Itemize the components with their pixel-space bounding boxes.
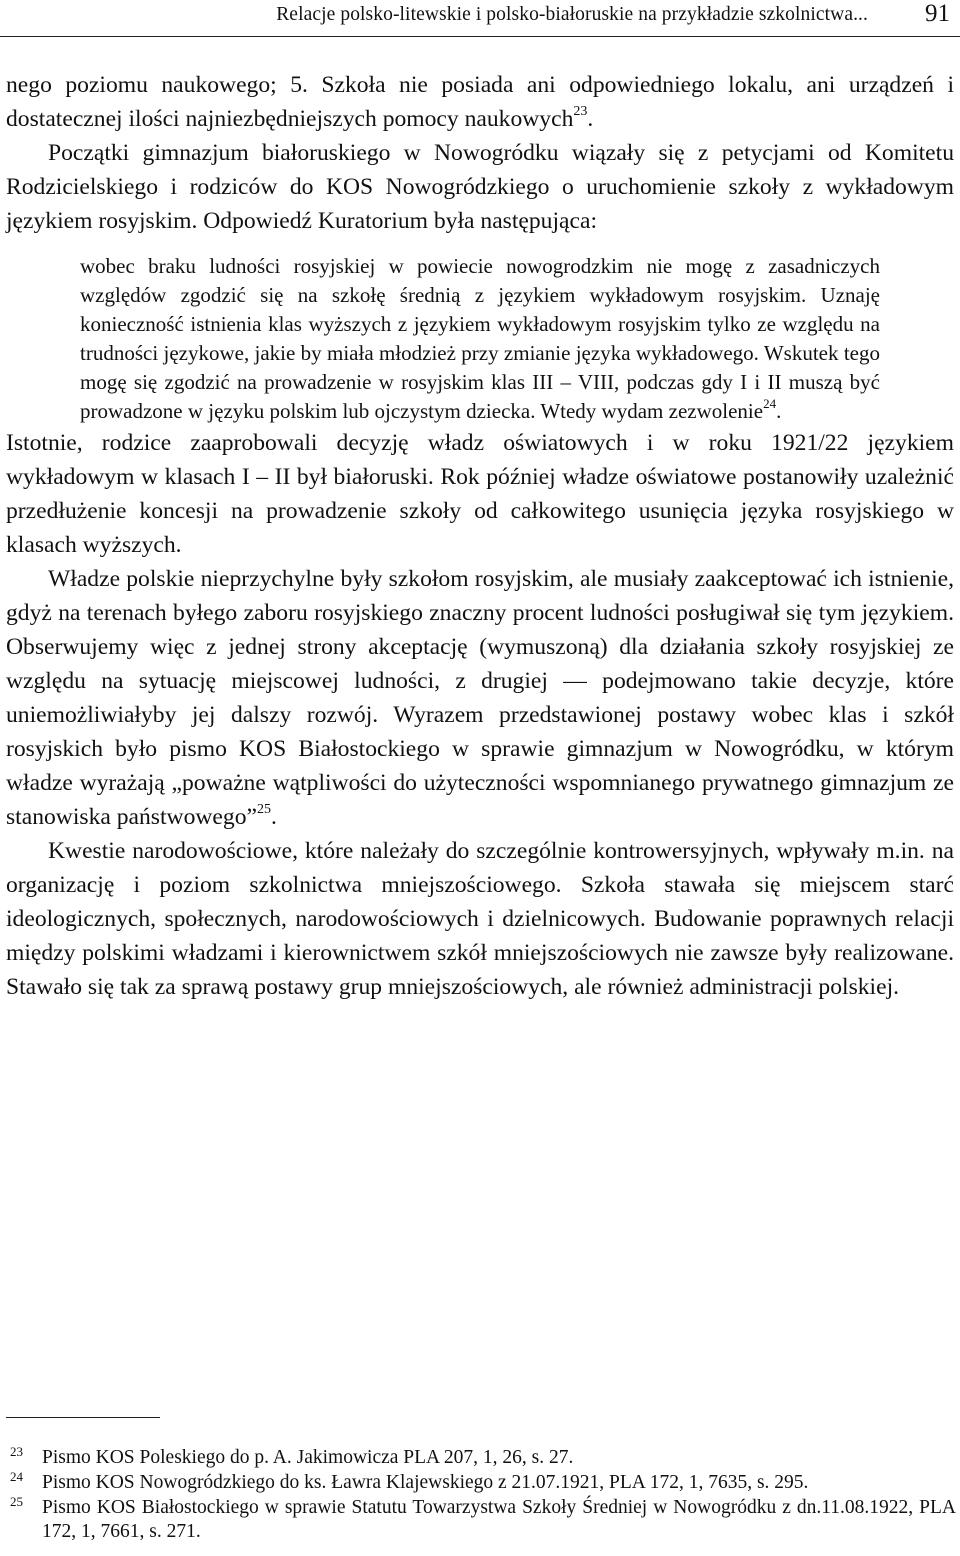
paragraph-gimnazjum-origins: Początki gimnazjum białoruskiego w Nowogródku wiązały się z petycjami od Komitetu Rodzicielskiego i rodziców do KOS Nowogródzkiego o uruchomienie szkoły z wykładowym językiem rosyjskim. Odpowiedź Kuratorium była następująca:: [6, 140, 954, 234]
paragraph-national-issues: Kwestie narodowościowe, które należały do szczególnie kontrowersyjnych, wpływały m.in. na organizację i poziom szkolnictwa mniejszościowego. Szkoła stawała się miejscem starć ideologicznych, społecznych, narodowościowych i dzielnicowych. Budowanie poprawnych relacji między polskimi władzami i kierownictwem szkół mniejszościowych nie zawsze były realizowane. Stawało się tak za sprawą postawy grup mniejszościowych, ale również administracji polskiej.: [6, 838, 954, 1000]
footnote-text: Pismo KOS Białostockiego w sprawie Statutu Towarzystwa Szkoły Średniej w Nowogródku z dn.11.08.1922, PLA 172, 1, 7661, s. 271.: [42, 1497, 956, 1542]
footnote-item: [6, 1496, 956, 1544]
paragraph-polish-authorities: [6, 562, 954, 834]
footnote-number: 25: [10, 1494, 23, 1509]
paragraph-continuation: [6, 68, 954, 136]
page-number: 91: [925, 0, 950, 27]
quote-text: wobec braku ludności rosyjskiej w powiecie nowogrodzkim nie mogę z zasadniczych względów zgodzić się na szkołę średnią z językiem wykładowym rosyjskim. Uznaję konieczność istnienia klas wyższych z językiem wykładowym rosyjskim tylko ze względu na trudności językowe, jakie by miała młodzież przy zmianie języka wykładowego. Wskutek tego mogę się zgodzić na prowadzenie w rosyjskim klas III – VIII, podczas gdy I i II muszą być prowadzone w języku polskim lub ojczystym dziecka. Wtedy wydam zezwolenie: [80, 254, 880, 423]
paragraph-parents-decision: Istotnie, rodzice zaaprobowali decyzję władz oświatowych i w roku 1921/22 językiem wykładowym w klasach I – II był białoruski. Rok później władze oświatowe postanowiły uzależnić przedłużenie koncesji na prowadzenie szkoły od całkowitego usunięcia języka rosyjskiego w klasach wyższych.: [6, 430, 954, 558]
footnotes: [6, 1446, 956, 1545]
footnote-ref-24: 24: [763, 396, 777, 411]
quote-tail: .: [776, 399, 782, 423]
footnote-number: 23: [10, 1444, 23, 1459]
running-title: Relacje polsko-litewskie i polsko-białoruskie na przykładzie szkolnictwa...: [276, 4, 868, 25]
block-quote: [80, 252, 880, 426]
paragraph-text: nego poziomu naukowego; 5. Szkoła nie posiada ani odpowiedniego lokalu, ani urządzeń i dostatecznej ilości najniezbędniejszych pomocy naukowych: [6, 72, 954, 132]
paragraph-tail: .: [587, 106, 594, 132]
footnote-text: Pismo KOS Nowogródzkiego do ks. Ławra Klajewskiego z 21.07.1921, PLA 172, 1, 7635, s. 295.: [42, 1472, 809, 1493]
paragraph-tail: .: [270, 804, 277, 830]
footnote-item: [6, 1446, 956, 1470]
footnote-ref-23: 23: [573, 104, 588, 119]
footnote-separator: [6, 1417, 160, 1418]
footnote-item: [6, 1471, 956, 1495]
footnote-number: 24: [10, 1469, 23, 1484]
running-header: [0, 0, 960, 37]
paragraph-text: Władze polskie nieprzychylne były szkołom rosyjskim, ale musiały zaakceptować ich istnienie, gdyż na terenach byłego zaboru rosyjskiego znaczny procent ludności posługiwał się tym językiem. Obserwujemy więc z jednej strony akceptację (wymuszoną) dla działania szkoły rosyjskiej ze względu na sytuację miejscowej ludności, z drugiej — podejmowano takie decyzje, które uniemożliwiałyby jej dalszy rozwój. Wyrazem przedstawionej postawy wobec klas i szkół rosyjskich było pismo KOS Białostockiego w sprawie gimnazjum w Nowogródku, w którym władze wyrażają „poważne wątpliwości do użyteczności wspomnianego prywatnego gimnazjum ze stanowiska państwowego”: [6, 566, 954, 830]
page-body: [6, 68, 954, 1004]
footnote-text: Pismo KOS Poleskiego do p. A. Jakimowicza PLA 207, 1, 26, s. 27.: [42, 1447, 574, 1468]
footnote-ref-25: 25: [256, 802, 271, 817]
